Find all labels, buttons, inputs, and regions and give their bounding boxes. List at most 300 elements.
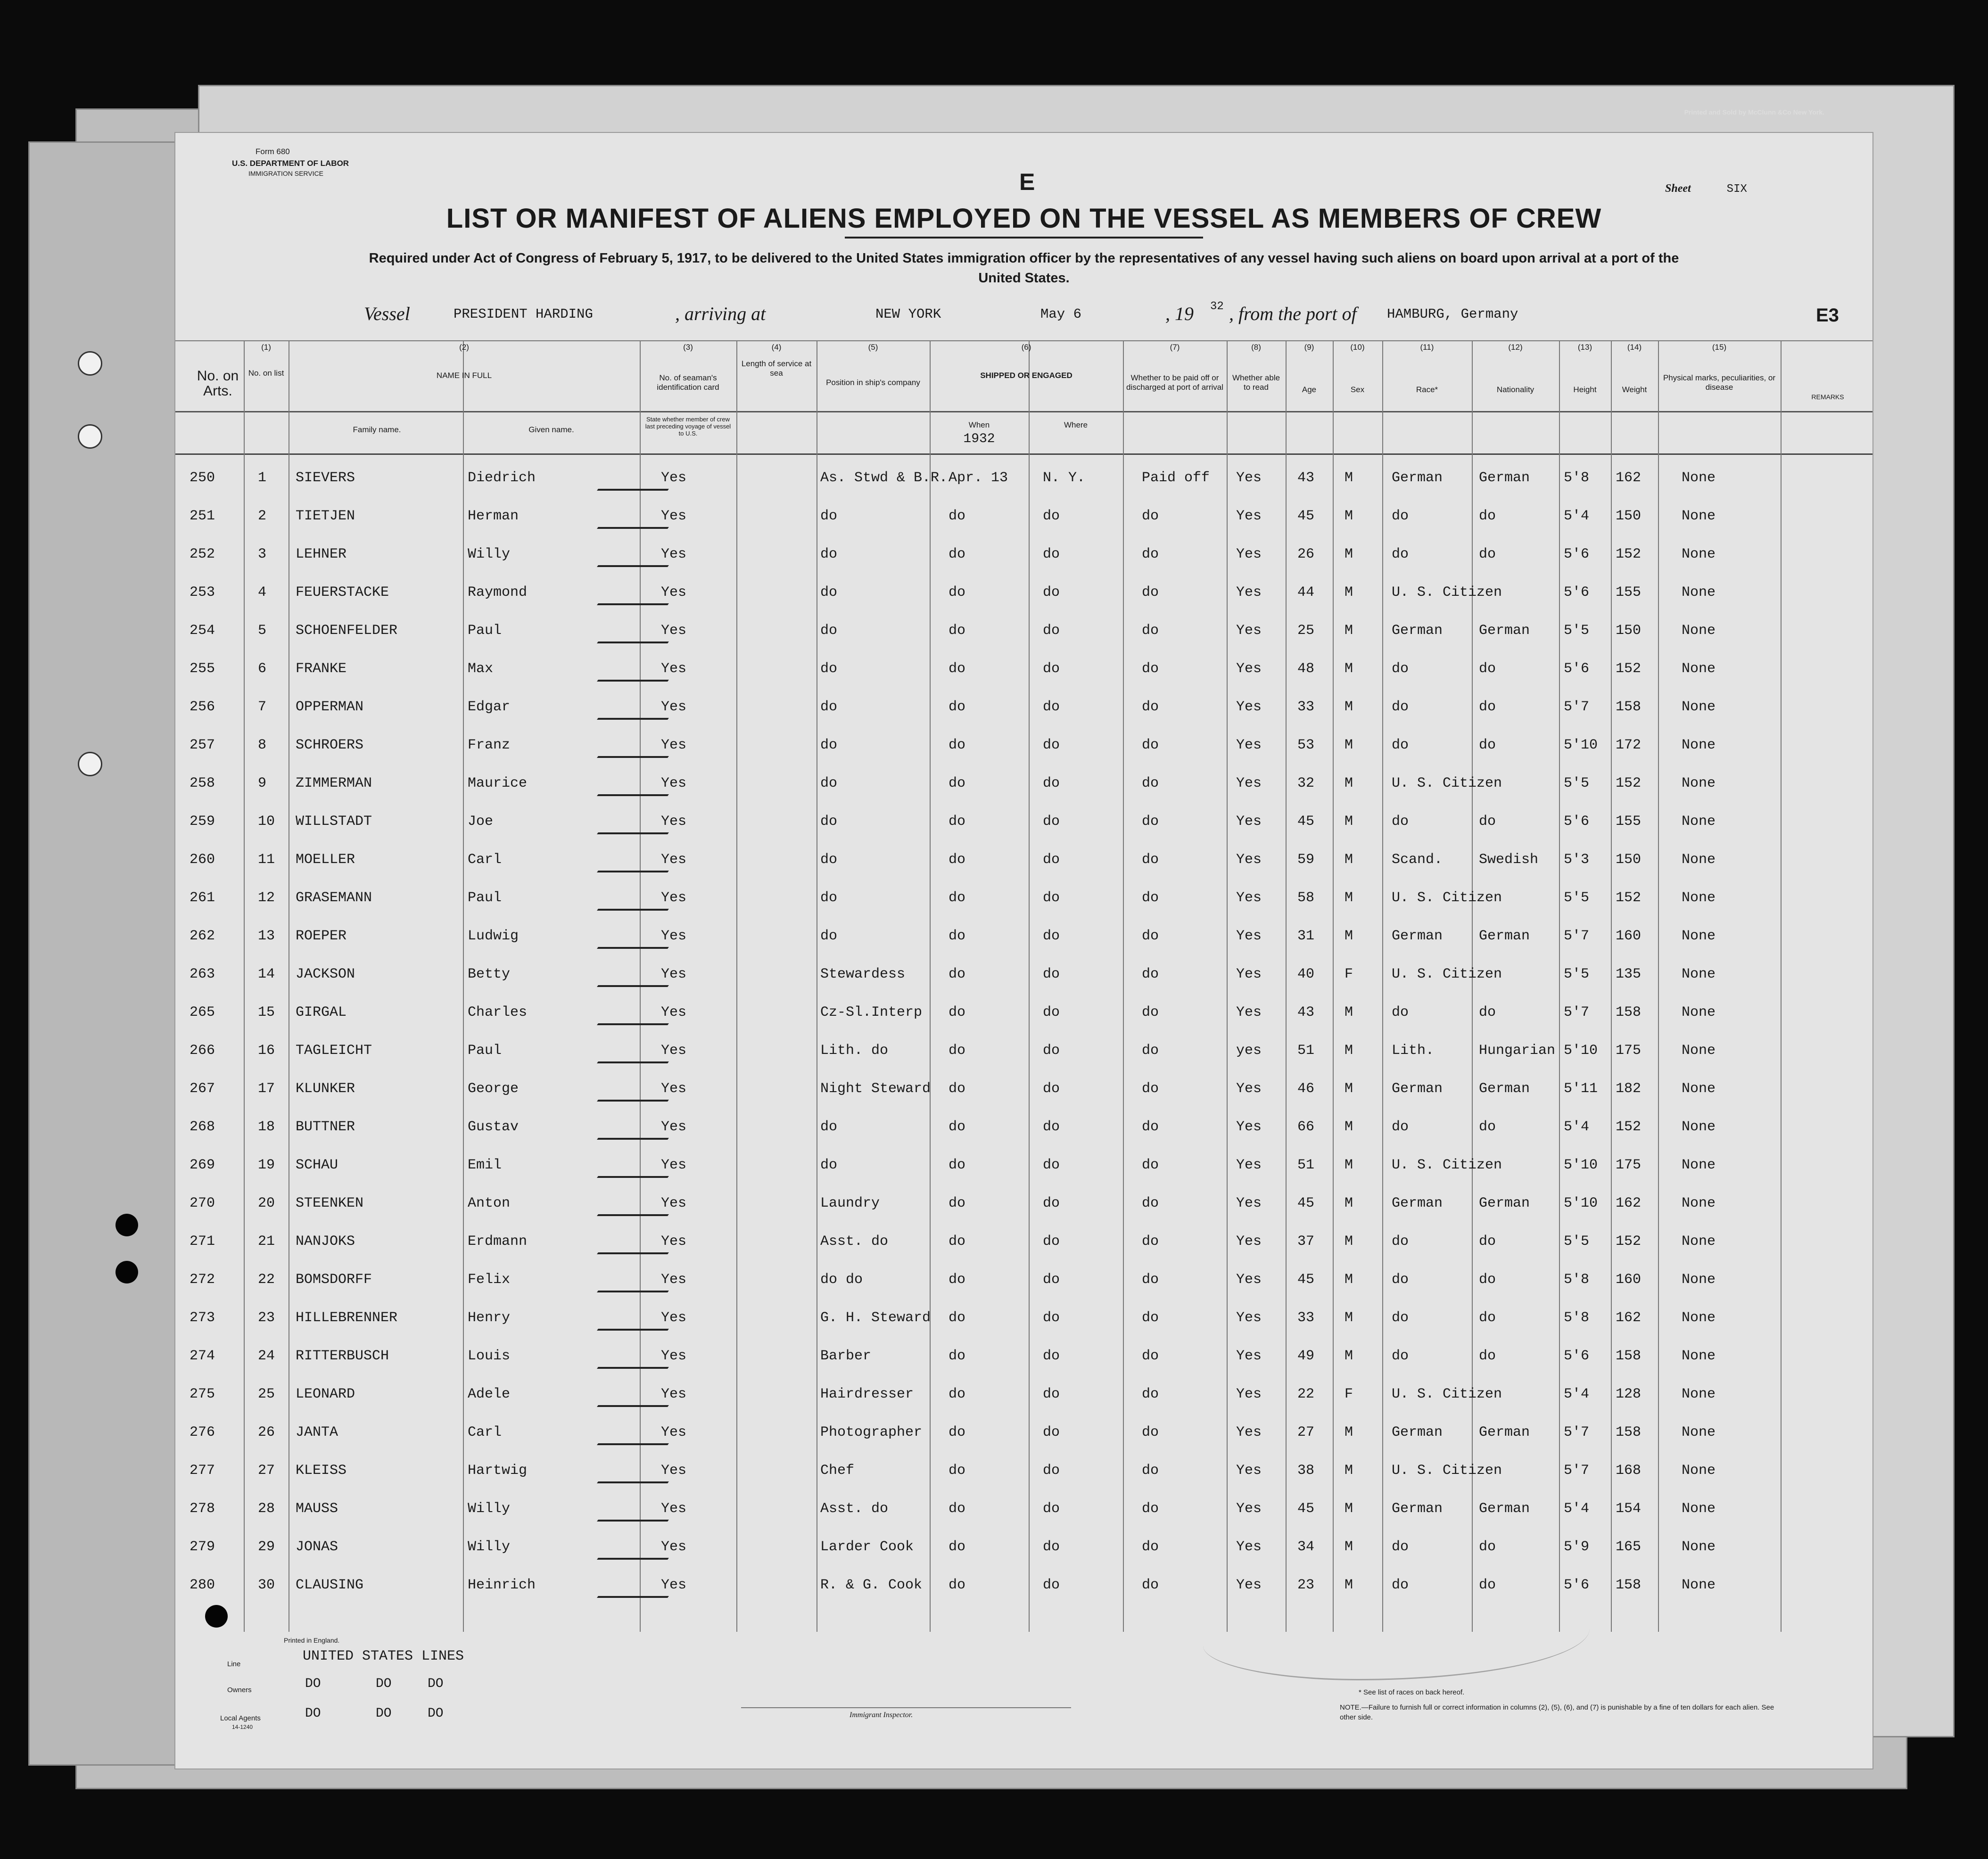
row-height: 5'7 (1564, 928, 1590, 944)
row-nationality: do (1479, 1539, 1496, 1555)
row-physical-marks: None (1682, 546, 1716, 562)
header-remarks: REMARKS (1811, 393, 1844, 401)
agents-label: Local Agents (220, 1714, 261, 1722)
table-row (175, 537, 1873, 575)
row-height: 5'8 (1564, 1310, 1590, 1326)
row-when: do (949, 1463, 966, 1479)
header-col1: (1) (261, 343, 271, 352)
row-weight: 152 (1616, 546, 1642, 562)
header-col6: (6) (1021, 343, 1031, 352)
row-where: do (1043, 814, 1060, 830)
row-race: do (1392, 546, 1409, 562)
row-physical-marks: None (1682, 623, 1716, 639)
row-nationality: do (1479, 1310, 1496, 1326)
row-arts-number: 266 (190, 1043, 215, 1059)
table-row (175, 1491, 1873, 1529)
row-arts-number: 251 (190, 508, 215, 524)
table-row (175, 1453, 1873, 1491)
row-race: U. S. Citizen (1392, 1463, 1502, 1479)
row-given-name: Joe (468, 814, 494, 830)
row-arts-number: 275 (190, 1386, 215, 1402)
row-family-name: MOELLER (296, 852, 355, 868)
row-list-number: 5 (258, 623, 267, 639)
table-row (175, 766, 1873, 804)
row-position: do (820, 508, 838, 524)
header-sex: Sex (1350, 385, 1365, 394)
row-given-name: Hartwig (468, 1463, 528, 1479)
punch-hole (78, 424, 102, 449)
row-able-read: Yes (1236, 1272, 1262, 1288)
row-position: do (820, 1157, 838, 1173)
vessel-code: E3 (1816, 305, 1839, 326)
header-col4: (4) (771, 343, 782, 352)
row-paid-off: do (1142, 1195, 1159, 1211)
row-sex: M (1345, 737, 1353, 753)
row-previous-voyage: Yes (661, 508, 687, 524)
row-physical-marks: None (1682, 1463, 1716, 1479)
row-arts-number: 277 (190, 1463, 215, 1479)
table-row (175, 995, 1873, 1033)
row-position: Laundry (820, 1195, 880, 1211)
row-able-read: Yes (1236, 508, 1262, 524)
row-sex: M (1345, 1081, 1353, 1097)
row-where: do (1043, 623, 1060, 639)
header-no-on-arts: No. on Arts. (197, 368, 239, 399)
row-arts-number: 267 (190, 1081, 215, 1097)
row-height: 5'4 (1564, 1119, 1590, 1135)
row-previous-voyage: Yes (661, 1272, 687, 1288)
row-given-name: Willy (468, 1501, 511, 1517)
row-sex: M (1345, 1272, 1353, 1288)
row-physical-marks: None (1682, 737, 1716, 753)
row-where: do (1043, 1386, 1060, 1402)
row-where: do (1043, 508, 1060, 524)
row-given-name: Diedrich (468, 470, 536, 486)
row-when: do (949, 775, 966, 791)
row-sex: M (1345, 814, 1353, 830)
row-able-read: Yes (1236, 1386, 1262, 1402)
row-position: Photographer (820, 1424, 923, 1440)
table-row (175, 919, 1873, 956)
row-where: do (1043, 1348, 1060, 1364)
row-arts-number: 278 (190, 1501, 215, 1517)
row-when: do (949, 699, 966, 715)
row-list-number: 6 (258, 661, 267, 677)
row-family-name: CLAUSING (296, 1577, 364, 1593)
punch-hole (78, 752, 102, 776)
table-row (175, 957, 1873, 995)
table-row (175, 804, 1873, 842)
year-suffix: 32 (1210, 300, 1224, 313)
row-previous-voyage: Yes (661, 928, 687, 944)
row-nationality: do (1479, 1577, 1496, 1593)
row-height: 5'7 (1564, 699, 1590, 715)
row-list-number: 3 (258, 546, 267, 562)
row-list-number: 18 (258, 1119, 275, 1135)
header-age: Age (1302, 385, 1317, 394)
row-nationality: do (1479, 699, 1496, 715)
table-row (175, 1339, 1873, 1376)
row-position: Barber (820, 1348, 872, 1364)
row-family-name: KLUNKER (296, 1081, 355, 1097)
row-sex: M (1345, 470, 1353, 486)
row-paid-off: Paid off (1142, 470, 1210, 486)
row-height: 5'11 (1564, 1081, 1598, 1097)
row-paid-off: do (1142, 546, 1159, 562)
row-height: 5'3 (1564, 852, 1590, 868)
row-able-read: Yes (1236, 814, 1262, 830)
row-where: do (1043, 1424, 1060, 1440)
row-sex: M (1345, 1539, 1353, 1555)
row-where: do (1043, 1272, 1060, 1288)
row-sex: M (1345, 1463, 1353, 1479)
row-height: 5'10 (1564, 1195, 1598, 1211)
row-age: 32 (1297, 775, 1315, 791)
row-arts-number: 280 (190, 1577, 215, 1593)
header-paid-off: Whether to be paid off or discharged at port of arrival (1126, 373, 1223, 392)
row-race: do (1392, 1119, 1409, 1135)
row-given-name: Erdmann (468, 1234, 528, 1250)
punch-hole (205, 1605, 228, 1628)
row-when: do (949, 1386, 966, 1402)
row-family-name: FEUERSTACKE (296, 584, 389, 600)
row-paid-off: do (1142, 1386, 1159, 1402)
line-label: Line (227, 1660, 241, 1668)
row-arts-number: 260 (190, 852, 215, 868)
row-weight: 165 (1616, 1539, 1642, 1555)
row-height: 5'9 (1564, 1539, 1590, 1555)
table-row (175, 1262, 1873, 1300)
row-where: do (1043, 1539, 1060, 1555)
row-physical-marks: None (1682, 470, 1716, 486)
row-arts-number: 279 (190, 1539, 215, 1555)
row-arts-number: 258 (190, 775, 215, 791)
row-age: 58 (1297, 890, 1315, 906)
row-given-name: Paul (468, 623, 502, 639)
row-previous-voyage: Yes (661, 584, 687, 600)
table-row (175, 1186, 1873, 1224)
row-arts-number: 262 (190, 928, 215, 944)
row-family-name: RITTERBUSCH (296, 1348, 389, 1364)
row-given-name: Willy (468, 1539, 511, 1555)
row-age: 45 (1297, 508, 1315, 524)
row-list-number: 8 (258, 737, 267, 753)
row-age: 33 (1297, 1310, 1315, 1326)
row-height: 5'10 (1564, 1157, 1598, 1173)
manifest-page (174, 132, 1873, 1769)
row-age: 45 (1297, 1272, 1315, 1288)
row-family-name: LEONARD (296, 1386, 355, 1402)
row-position: do do (820, 1272, 863, 1288)
row-paid-off: do (1142, 1043, 1159, 1059)
row-family-name: MAUSS (296, 1501, 338, 1517)
row-age: 51 (1297, 1043, 1315, 1059)
row-given-name: Ludwig (468, 928, 519, 944)
row-given-name: Gustav (468, 1119, 519, 1135)
row-race: U. S. Citizen (1392, 1386, 1502, 1402)
row-when: do (949, 661, 966, 677)
row-nationality: do (1479, 1272, 1496, 1288)
row-height: 5'5 (1564, 1234, 1590, 1250)
row-paid-off: do (1142, 1272, 1159, 1288)
row-physical-marks: None (1682, 1119, 1716, 1135)
row-given-name: Franz (468, 737, 511, 753)
row-able-read: Yes (1236, 1081, 1262, 1097)
row-position: Cz-Sl.Interp (820, 1004, 923, 1020)
row-able-read: Yes (1236, 1234, 1262, 1250)
row-where: do (1043, 775, 1060, 791)
row-given-name: Betty (468, 966, 511, 982)
row-able-read: Yes (1236, 1004, 1262, 1020)
row-when: do (949, 1310, 966, 1326)
row-given-name: Paul (468, 890, 502, 906)
row-height: 5'7 (1564, 1424, 1590, 1440)
row-family-name: OPPERMAN (296, 699, 364, 715)
row-weight: 158 (1616, 1424, 1642, 1440)
row-nationality: Hungarian (1479, 1043, 1556, 1059)
row-where: do (1043, 1119, 1060, 1135)
row-nationality: German (1479, 470, 1530, 486)
row-arts-number: 255 (190, 661, 215, 677)
row-race: do (1392, 1004, 1409, 1020)
row-height: 5'6 (1564, 661, 1590, 677)
row-arts-number: 259 (190, 814, 215, 830)
header-col3: (3) (683, 343, 693, 352)
row-race: do (1392, 814, 1409, 830)
row-previous-voyage: Yes (661, 737, 687, 753)
row-race: U. S. Citizen (1392, 584, 1502, 600)
header-when-year: 1932 (963, 432, 995, 446)
departure-port: HAMBURG, Germany (1387, 306, 1518, 322)
row-when: do (949, 1195, 966, 1211)
row-previous-voyage: Yes (661, 1539, 687, 1555)
header-no-on-list: No. on list (248, 369, 284, 378)
row-previous-voyage: Yes (661, 1577, 687, 1593)
line-value: UNITED STATES LINES (303, 1648, 464, 1664)
row-physical-marks: None (1682, 1234, 1716, 1250)
row-when: do (949, 623, 966, 639)
row-age: 25 (1297, 623, 1315, 639)
row-arts-number: 273 (190, 1310, 215, 1326)
row-sex: M (1345, 1348, 1353, 1364)
row-weight: 162 (1616, 470, 1642, 486)
row-when: do (949, 1043, 966, 1059)
agents-value: DO (376, 1706, 392, 1721)
row-arts-number: 270 (190, 1195, 215, 1211)
row-position: Hairdresser (820, 1386, 914, 1402)
row-height: 5'6 (1564, 1577, 1590, 1593)
row-age: 38 (1297, 1463, 1315, 1479)
row-age: 26 (1297, 546, 1315, 562)
row-position: Larder Cook (820, 1539, 914, 1555)
header-col5: (5) (868, 343, 878, 352)
punch-hole (115, 1261, 138, 1283)
row-given-name: Louis (468, 1348, 511, 1364)
row-where: do (1043, 546, 1060, 562)
header-family-name: Family name. (353, 425, 401, 434)
row-race: do (1392, 1577, 1409, 1593)
row-where: do (1043, 661, 1060, 677)
row-paid-off: do (1142, 852, 1159, 868)
row-arts-number: 269 (190, 1157, 215, 1173)
row-race: do (1392, 737, 1409, 753)
row-race: U. S. Citizen (1392, 966, 1502, 982)
row-weight: 162 (1616, 1310, 1642, 1326)
header-col13: (13) (1577, 343, 1592, 352)
table-row (175, 880, 1873, 918)
background-sheet-left (28, 141, 187, 1766)
row-previous-voyage: Yes (661, 775, 687, 791)
row-paid-off: do (1142, 1119, 1159, 1135)
row-age: 49 (1297, 1348, 1315, 1364)
row-position: R. & G. Cook (820, 1577, 923, 1593)
row-family-name: SCHAU (296, 1157, 338, 1173)
row-list-number: 30 (258, 1577, 275, 1593)
row-nationality: do (1479, 1004, 1496, 1020)
row-paid-off: do (1142, 1463, 1159, 1479)
row-physical-marks: None (1682, 1195, 1716, 1211)
row-paid-off: do (1142, 1004, 1159, 1020)
row-weight: 158 (1616, 699, 1642, 715)
row-when: do (949, 1234, 966, 1250)
row-when: do (949, 1577, 966, 1593)
row-sex: M (1345, 1195, 1353, 1211)
row-paid-off: do (1142, 966, 1159, 982)
row-given-name: Edgar (468, 699, 511, 715)
row-physical-marks: None (1682, 1424, 1716, 1440)
row-family-name: SCHROERS (296, 737, 364, 753)
row-list-number: 22 (258, 1272, 275, 1288)
row-where: do (1043, 928, 1060, 944)
row-position: do (820, 737, 838, 753)
table-row (175, 1300, 1873, 1338)
row-position: Night Steward (820, 1081, 931, 1097)
row-paid-off: do (1142, 1081, 1159, 1097)
row-previous-voyage: Yes (661, 1043, 687, 1059)
row-paid-off: do (1142, 928, 1159, 944)
printed-in: Printed in England. (284, 1637, 340, 1644)
row-nationality: German (1479, 1195, 1530, 1211)
row-where: do (1043, 1501, 1060, 1517)
row-list-number: 28 (258, 1501, 275, 1517)
races-note: * See list of races on back hereof. (1359, 1688, 1465, 1696)
agents-code: 14-1240 (232, 1724, 253, 1730)
row-paid-off: do (1142, 1310, 1159, 1326)
table-row (175, 613, 1873, 651)
row-list-number: 4 (258, 584, 267, 600)
form-letter: E (1019, 169, 1035, 195)
row-family-name: WILLSTADT (296, 814, 372, 830)
vessel-label: Vessel (364, 303, 410, 324)
row-able-read: Yes (1236, 1310, 1262, 1326)
row-able-read: Yes (1236, 966, 1262, 982)
row-paid-off: do (1142, 623, 1159, 639)
row-list-number: 27 (258, 1463, 275, 1479)
row-position: Asst. do (820, 1234, 889, 1250)
row-given-name: Henry (468, 1310, 511, 1326)
header-physical: Physical marks, peculiarities, or disease (1663, 373, 1776, 392)
row-race: German (1392, 623, 1443, 639)
header-position: Position in ship's company (826, 378, 920, 387)
row-when: do (949, 814, 966, 830)
row-when: do (949, 852, 966, 868)
row-previous-voyage: Yes (661, 1348, 687, 1364)
row-paid-off: do (1142, 584, 1159, 600)
agents-value: DO (428, 1706, 444, 1721)
row-position: do (820, 814, 838, 830)
row-previous-voyage: Yes (661, 1386, 687, 1402)
row-weight: 150 (1616, 508, 1642, 524)
row-age: 43 (1297, 1004, 1315, 1020)
row-height: 5'4 (1564, 1386, 1590, 1402)
row-family-name: JANTA (296, 1424, 338, 1440)
header-length-service: Length of service at sea (741, 359, 812, 378)
row-position: G. H. Steward (820, 1310, 931, 1326)
title-rule (845, 237, 1203, 239)
row-physical-marks: None (1682, 775, 1716, 791)
row-physical-marks: None (1682, 699, 1716, 715)
row-able-read: Yes (1236, 890, 1262, 906)
header-col15: (15) (1712, 343, 1727, 352)
row-arts-number: 250 (190, 470, 215, 486)
row-able-read: Yes (1236, 623, 1262, 639)
row-age: 31 (1297, 928, 1315, 944)
row-where: do (1043, 1463, 1060, 1479)
row-able-read: Yes (1236, 546, 1262, 562)
row-arts-number: 271 (190, 1234, 215, 1250)
row-physical-marks: None (1682, 1004, 1716, 1020)
row-position: do (820, 775, 838, 791)
table-row (175, 461, 1873, 498)
row-previous-voyage: Yes (661, 966, 687, 982)
row-weight: 172 (1616, 737, 1642, 753)
row-previous-voyage: Yes (661, 546, 687, 562)
row-when: do (949, 1501, 966, 1517)
row-when: do (949, 890, 966, 906)
row-physical-marks: None (1682, 890, 1716, 906)
row-race: do (1392, 1539, 1409, 1555)
header-height: Height (1573, 385, 1597, 394)
row-weight: 150 (1616, 623, 1642, 639)
row-previous-voyage: Yes (661, 1195, 687, 1211)
row-when: do (949, 546, 966, 562)
row-list-number: 26 (258, 1424, 275, 1440)
row-race: do (1392, 1272, 1409, 1288)
row-age: 40 (1297, 966, 1315, 982)
row-family-name: JONAS (296, 1539, 338, 1555)
row-where: do (1043, 737, 1060, 753)
row-when: do (949, 1157, 966, 1173)
row-where: do (1043, 852, 1060, 868)
row-when: do (949, 1539, 966, 1555)
row-family-name: STEENKEN (296, 1195, 364, 1211)
row-list-number: 24 (258, 1348, 275, 1364)
row-able-read: Yes (1236, 852, 1262, 868)
owners-value: DO (305, 1677, 321, 1691)
row-age: 51 (1297, 1157, 1315, 1173)
row-physical-marks: None (1682, 1386, 1716, 1402)
row-weight: 135 (1616, 966, 1642, 982)
row-sex: M (1345, 1424, 1353, 1440)
row-given-name: Carl (468, 852, 502, 868)
header-name-in-full: NAME IN FULL (436, 371, 492, 380)
row-weight: 160 (1616, 928, 1642, 944)
table-row (175, 1377, 1873, 1415)
vessel-name: PRESIDENT HARDING (454, 306, 593, 322)
header-col2: (2) (459, 343, 469, 352)
row-able-read: yes (1236, 1043, 1262, 1059)
row-given-name: Felix (468, 1272, 511, 1288)
